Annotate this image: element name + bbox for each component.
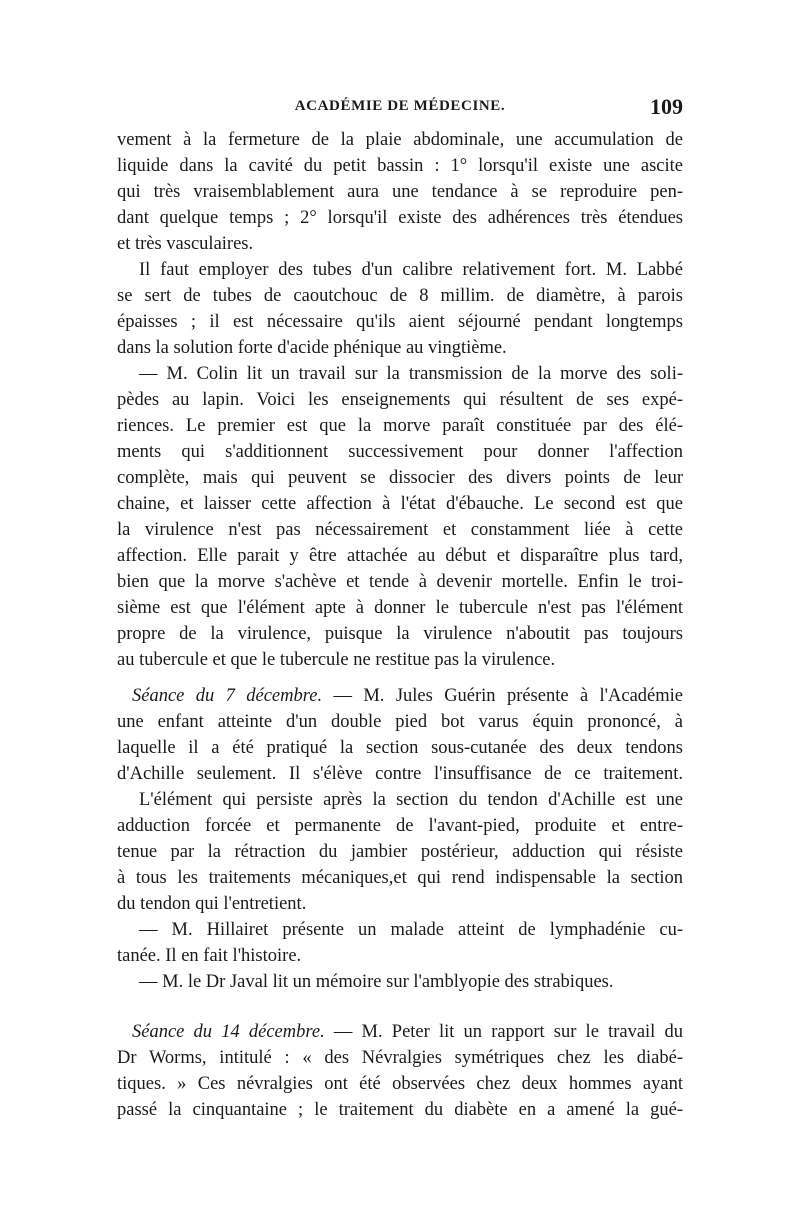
text-line: passé la cinquantaine ; le traitement du diabète en a amené la gué- xyxy=(117,1100,683,1120)
text-line: riences. Le premier est que la morve paraît constituée par des élé- xyxy=(117,416,683,436)
text-line: à tous les traitements mécaniques,et qui rend indispensable la section xyxy=(117,868,683,888)
text-line: au tubercule et que le tubercule ne restitue pas la virulence. xyxy=(117,650,556,670)
text-line: vement à la fermeture de la plaie abdominale, une accumulation de xyxy=(117,130,683,150)
text-line: du tendon qui l'entretient. xyxy=(117,894,307,914)
running-head xyxy=(117,94,683,124)
text-line: chaine, et laisser cette affection à l'état d'ébauche. Le second est que xyxy=(117,494,683,514)
text-line: — M. le Dr Javal lit un mémoire sur l'amblyopie des strabiques. xyxy=(139,972,614,992)
page-number: 109 xyxy=(650,94,683,119)
session-label: Séance du 7 décembre. xyxy=(132,686,323,706)
text-line: laquelle il a été pratiqué la section sous-cutanée des deux tendons xyxy=(117,738,683,758)
text-line: sième est que l'élément apte à donner le tubercule n'est pas l'élément xyxy=(117,598,683,618)
session-heading-line xyxy=(117,683,683,709)
text-line: complète, mais qui peuvent se dissocier des divers points de leur xyxy=(117,468,683,488)
session-label: Séance du 14 décembre. xyxy=(132,1022,325,1042)
text-line: la virulence n'est pas nécessairement et constamment liée à cette xyxy=(117,520,683,540)
text-line: pèdes au lapin. Voici les enseignements qui résultent de ses expé- xyxy=(117,390,683,410)
text-line: Il faut employer des tubes d'un calibre relativement fort. M. Labbé xyxy=(139,260,683,280)
session-intro-text: — M. Peter lit un rapport sur le travail du xyxy=(324,1022,683,1042)
text-line: se sert de tubes de caoutchouc de 8 millim. de diamètre, à parois xyxy=(117,286,683,306)
paragraph-block-continued xyxy=(117,127,683,673)
text-line: propre de la virulence, puisque la virulence n'aboutit pas toujours xyxy=(117,624,683,644)
session-heading-line xyxy=(117,1019,683,1045)
text-line: tiques. » Ces névralgies ont été observées chez deux hommes ayant xyxy=(117,1074,683,1094)
text-line: dans la solution forte d'acide phénique au vingtième. xyxy=(117,338,507,358)
session-dec-14 xyxy=(117,1019,683,1123)
session-intro-text: — M. Jules Guérin présente à l'Académie xyxy=(322,686,683,706)
text-line: L'élément qui persiste après la section du tendon d'Achille est une xyxy=(139,790,683,810)
text-line: — M. Colin lit un travail sur la transmission de la morve des soli- xyxy=(139,364,683,384)
text-line: une enfant atteinte d'un double pied bot varus équin prononcé, à xyxy=(117,712,683,732)
text-line: qui très vraisemblablement aura une tendance à se reproduire pen- xyxy=(117,182,683,202)
text-line: adduction forcée et permanente de l'avant-pied, produite et entre- xyxy=(117,816,683,836)
text-line: d'Achille seulement. Il s'élève contre l'insuffisance de ce traitement. xyxy=(117,764,683,784)
text-line: dant quelque temps ; 2° lorsqu'il existe des adhérences très étendues xyxy=(117,208,683,228)
session-dec-7 xyxy=(117,683,683,995)
text-line: bien que la morve s'achève et tende à devenir mortelle. Enfin le troi- xyxy=(117,572,683,592)
text-line: et très vasculaires. xyxy=(117,234,254,254)
text-line: liquide dans la cavité du petit bassin : 1° lorsqu'il existe une ascite xyxy=(117,156,683,176)
text-line: ments qui s'additionnent successivement pour donner l'affection xyxy=(117,442,683,462)
text-line: épaisses ; il est nécessaire qu'ils aient séjourné pendant longtemps xyxy=(117,312,683,332)
text-line: affection. Elle parait y être attachée au début et disparaître plus tard, xyxy=(117,546,683,566)
text-line: tenue par la rétraction du jambier postérieur, adduction qui résiste xyxy=(117,842,683,862)
text-line: Dr Worms, intitulé : « des Névralgies symétriques chez les diabé- xyxy=(117,1048,683,1068)
text-line: tanée. Il en fait l'histoire. xyxy=(117,946,302,966)
text-line: — M. Hillairet présente un malade atteint de lymphadénie cu- xyxy=(139,920,683,940)
running-title: ACADÉMIE DE MÉDECINE. xyxy=(294,98,506,114)
